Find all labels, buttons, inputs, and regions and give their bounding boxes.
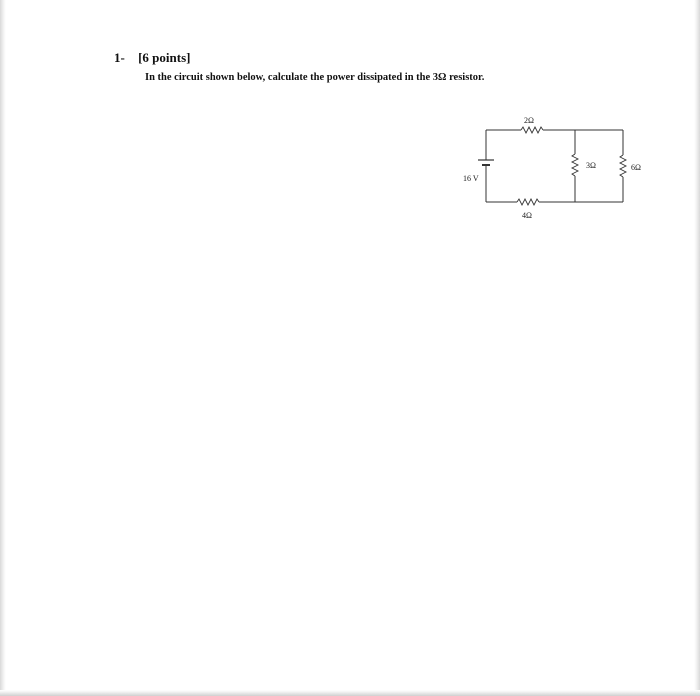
label-2ohm: 2Ω [524,116,534,125]
label-4ohm: 4Ω [522,211,532,220]
question-number: 1- [114,50,125,65]
resistor-3ohm [572,154,578,176]
circuit-diagram [455,110,665,235]
question-points: [6 points] [138,50,191,65]
label-battery: 16 V [463,174,479,183]
label-6ohm: 6Ω [631,163,641,172]
page-edge-bottom [0,690,700,696]
resistor-4ohm [517,199,539,205]
label-3ohm: 3Ω [586,161,596,170]
page-edge-left [0,0,6,696]
resistor-6ohm [620,155,626,177]
resistor-2ohm [521,127,543,133]
question-text: In the circuit shown below, calculate the power dissipated in the 3Ω resistor. [145,72,485,83]
question-heading [114,50,190,66]
page-edge-right [694,0,700,696]
